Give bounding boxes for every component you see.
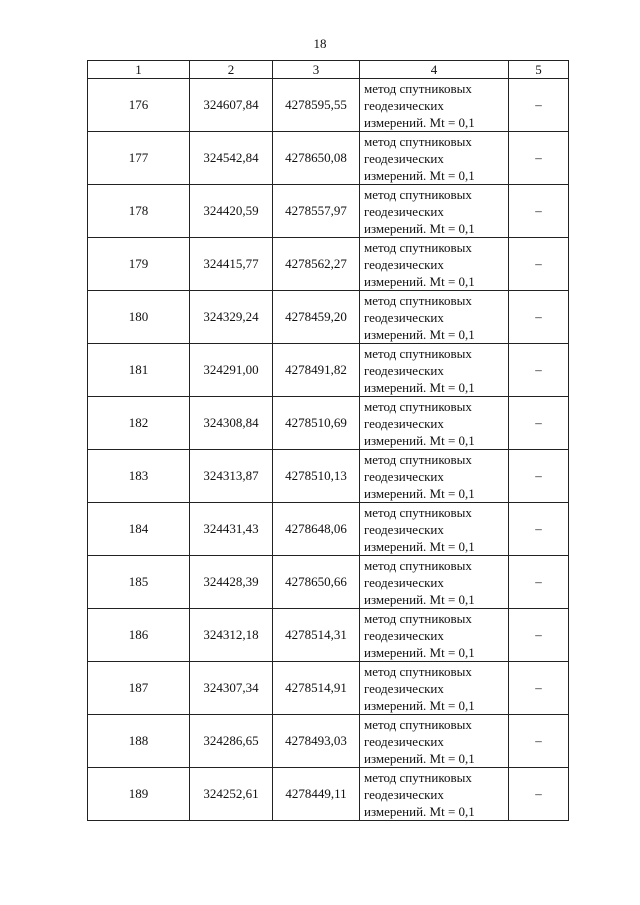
cell-method: метод спутниковых геодезических измерений. Mt = 0,1 [360, 185, 509, 238]
column-header-x: 2 [190, 61, 273, 79]
cell-point-number: 188 [88, 715, 190, 768]
cell-x-coordinate: 324291,00 [190, 344, 273, 397]
cell-point-number: 181 [88, 344, 190, 397]
cell-method: метод спутниковых геодезических измерений. Mt = 0,1 [360, 291, 509, 344]
cell-note: – [509, 344, 569, 397]
cell-note: – [509, 185, 569, 238]
cell-note: – [509, 450, 569, 503]
cell-point-number: 189 [88, 768, 190, 821]
column-header-note: 5 [509, 61, 569, 79]
table-row [88, 662, 569, 715]
column-header-y: 3 [273, 61, 360, 79]
table-row [88, 291, 569, 344]
table-row [88, 132, 569, 185]
column-header-point: 1 [88, 61, 190, 79]
cell-method: метод спутниковых геодезических измерений. Mt = 0,1 [360, 609, 509, 662]
page-number: 18 [313, 36, 327, 51]
cell-x-coordinate: 324286,65 [190, 715, 273, 768]
cell-x-coordinate: 324313,87 [190, 450, 273, 503]
cell-method: метод спутниковых геодезических измерений. Mt = 0,1 [360, 79, 509, 132]
table-header-row [88, 61, 569, 79]
cell-point-number: 185 [88, 556, 190, 609]
cell-point-number: 177 [88, 132, 190, 185]
cell-y-coordinate: 4278562,27 [273, 238, 360, 291]
cell-y-coordinate: 4278449,11 [273, 768, 360, 821]
cell-point-number: 178 [88, 185, 190, 238]
cell-y-coordinate: 4278514,31 [273, 609, 360, 662]
table-row [88, 609, 569, 662]
cell-method: метод спутниковых геодезических измерений. Mt = 0,1 [360, 238, 509, 291]
cell-x-coordinate: 324420,59 [190, 185, 273, 238]
cell-note: – [509, 662, 569, 715]
cell-note: – [509, 397, 569, 450]
cell-x-coordinate: 324329,24 [190, 291, 273, 344]
cell-x-coordinate: 324252,61 [190, 768, 273, 821]
cell-note: – [509, 503, 569, 556]
cell-method: метод спутниковых геодезических измерений. Mt = 0,1 [360, 397, 509, 450]
table-row [88, 450, 569, 503]
cell-y-coordinate: 4278595,55 [273, 79, 360, 132]
cell-note: – [509, 556, 569, 609]
table-row [88, 503, 569, 556]
cell-x-coordinate: 324431,43 [190, 503, 273, 556]
cell-method: метод спутниковых геодезических измерений. Mt = 0,1 [360, 556, 509, 609]
table-row [88, 79, 569, 132]
cell-note: – [509, 291, 569, 344]
table-row [88, 715, 569, 768]
cell-y-coordinate: 4278510,13 [273, 450, 360, 503]
cell-point-number: 186 [88, 609, 190, 662]
cell-y-coordinate: 4278491,82 [273, 344, 360, 397]
coordinates-table [87, 60, 569, 821]
cell-method: метод спутниковых геодезических измерений. Mt = 0,1 [360, 662, 509, 715]
cell-method: метод спутниковых геодезических измерений. Mt = 0,1 [360, 715, 509, 768]
cell-method: метод спутниковых геодезических измерений. Mt = 0,1 [360, 503, 509, 556]
table-row [88, 185, 569, 238]
cell-x-coordinate: 324415,77 [190, 238, 273, 291]
cell-note: – [509, 768, 569, 821]
cell-note: – [509, 132, 569, 185]
cell-y-coordinate: 4278514,91 [273, 662, 360, 715]
cell-point-number: 180 [88, 291, 190, 344]
cell-x-coordinate: 324307,34 [190, 662, 273, 715]
cell-x-coordinate: 324607,84 [190, 79, 273, 132]
cell-x-coordinate: 324428,39 [190, 556, 273, 609]
cell-method: метод спутниковых геодезических измерений. Mt = 0,1 [360, 768, 509, 821]
cell-y-coordinate: 4278510,69 [273, 397, 360, 450]
table-row [88, 397, 569, 450]
cell-x-coordinate: 324542,84 [190, 132, 273, 185]
cell-note: – [509, 238, 569, 291]
cell-note: – [509, 609, 569, 662]
cell-point-number: 187 [88, 662, 190, 715]
cell-y-coordinate: 4278650,66 [273, 556, 360, 609]
table-row [88, 238, 569, 291]
cell-y-coordinate: 4278493,03 [273, 715, 360, 768]
cell-note: – [509, 715, 569, 768]
cell-x-coordinate: 324308,84 [190, 397, 273, 450]
cell-x-coordinate: 324312,18 [190, 609, 273, 662]
cell-point-number: 183 [88, 450, 190, 503]
table-body [88, 79, 569, 821]
cell-note: – [509, 79, 569, 132]
table-row [88, 768, 569, 821]
table-row [88, 556, 569, 609]
cell-y-coordinate: 4278459,20 [273, 291, 360, 344]
cell-method: метод спутниковых геодезических измерений. Mt = 0,1 [360, 344, 509, 397]
cell-point-number: 179 [88, 238, 190, 291]
cell-point-number: 184 [88, 503, 190, 556]
cell-point-number: 182 [88, 397, 190, 450]
cell-y-coordinate: 4278650,08 [273, 132, 360, 185]
column-header-method: 4 [360, 61, 509, 79]
cell-point-number: 176 [88, 79, 190, 132]
table-row [88, 344, 569, 397]
cell-method: метод спутниковых геодезических измерений. Mt = 0,1 [360, 450, 509, 503]
cell-y-coordinate: 4278648,06 [273, 503, 360, 556]
cell-y-coordinate: 4278557,97 [273, 185, 360, 238]
cell-method: метод спутниковых геодезических измерений. Mt = 0,1 [360, 132, 509, 185]
